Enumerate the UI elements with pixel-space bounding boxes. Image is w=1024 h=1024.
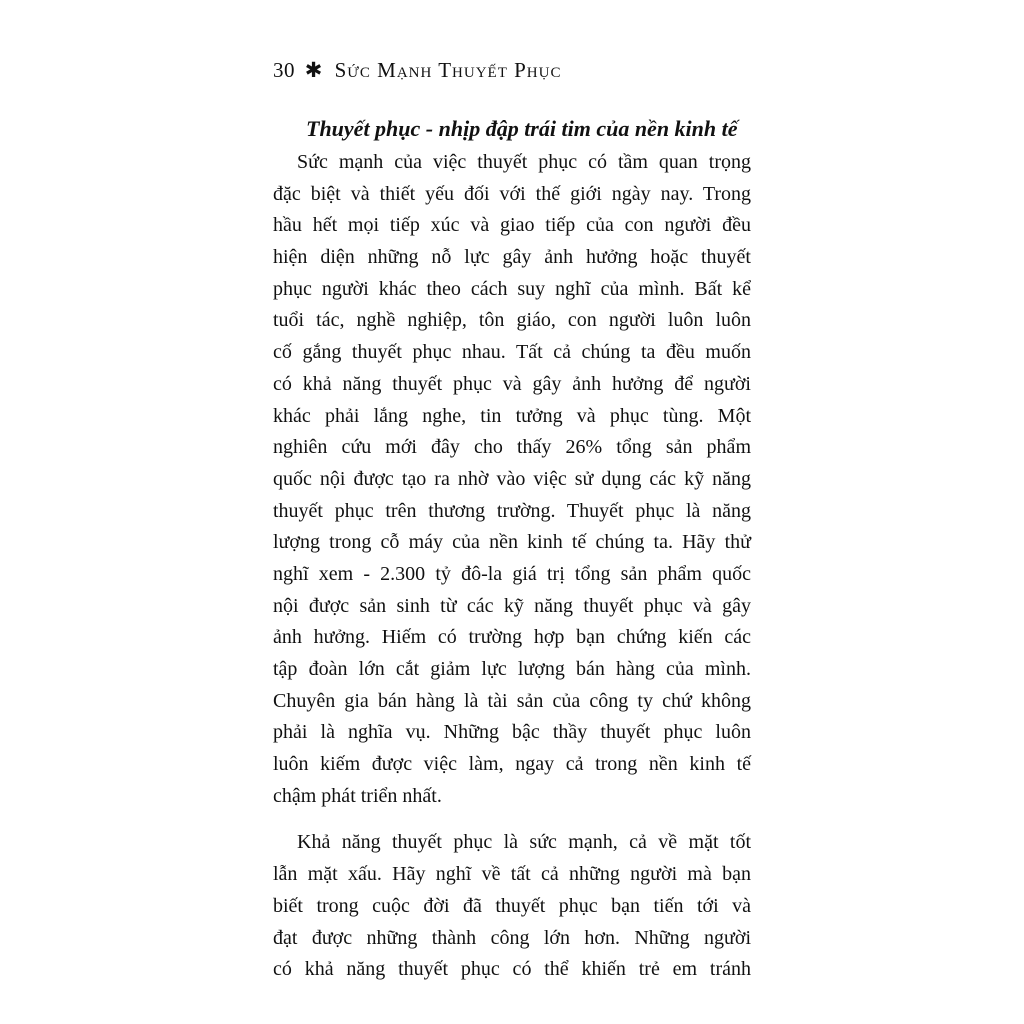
text-line: chậm phát triển nhất. (273, 784, 442, 807)
text-line: Chuyên gia bán hàng là tài sản của công ty chứ không (273, 689, 751, 712)
text-line: phục người khác theo cách suy nghĩ của mình. Bất kể (273, 277, 751, 300)
page-number: 30 (273, 58, 295, 82)
text-line: tuổi tác, nghề nghiệp, tôn giáo, con người luôn luôn (273, 309, 751, 332)
text-line: cố gắng thuyết phục nhau. Tất cả chúng ta đều muốn (273, 341, 751, 364)
text-line: ảnh hưởng. Hiếm có trường hợp bạn chứng kiến các (273, 626, 751, 649)
book-title: Sức Mạnh Thuyết Phục (334, 58, 562, 82)
text-line: nghĩ xem - 2.300 tỷ đô-la giá trị tổng sản phẩm quốc (273, 562, 751, 585)
text-line: khác phải lắng nghe, tin tưởng và phục tùng. Một (273, 404, 751, 427)
text-line: luôn kiếm được việc làm, ngay cả trong nền kinh tế (273, 753, 751, 776)
paragraph-2 (273, 827, 751, 985)
text-line: nội được sản sinh từ các kỹ năng thuyết phục và gây (273, 594, 751, 617)
section-heading: Thuyết phục - nhịp đập trái tim của nền kinh tế (306, 116, 738, 141)
text-line: biết trong cuộc đời đã thuyết phục bạn tiến tới và (273, 894, 751, 917)
text-line: Sức mạnh của việc thuyết phục có tầm quan trọng (297, 151, 751, 173)
text-line: có khả năng thuyết phục có thể khiến trẻ em tránh (273, 958, 751, 981)
body-text (273, 147, 751, 986)
text-line: thuyết phục trên thương trường. Thuyết phục là năng (273, 499, 751, 522)
paragraph-spacer (273, 812, 751, 827)
text-line: nghiên cứu mới đây cho thấy 26% tổng sản phẩm (273, 436, 751, 459)
text-line: lượng trong cỗ máy của nền kinh tế chúng ta. Hãy thử (273, 531, 751, 554)
asterisk-separator-icon: ✱ (304, 58, 323, 82)
text-line: có khả năng thuyết phục và gây ảnh hưởng để người (273, 372, 751, 395)
text-line: Khả năng thuyết phục là sức mạnh, cả về mặt tốt (297, 831, 751, 854)
text-line: lẫn mặt xấu. Hãy nghĩ về tất cả những người mà bạn (273, 863, 751, 886)
paragraph-1 (273, 147, 751, 812)
text-line: hầu hết mọi tiếp xúc và giao tiếp của con người đều (273, 214, 751, 237)
text-line: đạt được những thành công lớn hơn. Những người (273, 926, 751, 949)
running-header (273, 58, 773, 83)
text-line: đặc biệt và thiết yếu đối với thế giới ngày nay. Trong (273, 182, 751, 205)
text-line: quốc nội được tạo ra nhờ vào việc sử dụng các kỹ năng (273, 467, 751, 490)
text-line: tập đoàn lớn cắt giảm lực lượng bán hàng của mình. (273, 658, 751, 680)
text-line: hiện diện những nỗ lực gây ảnh hưởng hoặc thuyết (273, 246, 751, 269)
text-line: phải là nghĩa vụ. Những bậc thầy thuyết phục luôn (273, 721, 751, 744)
